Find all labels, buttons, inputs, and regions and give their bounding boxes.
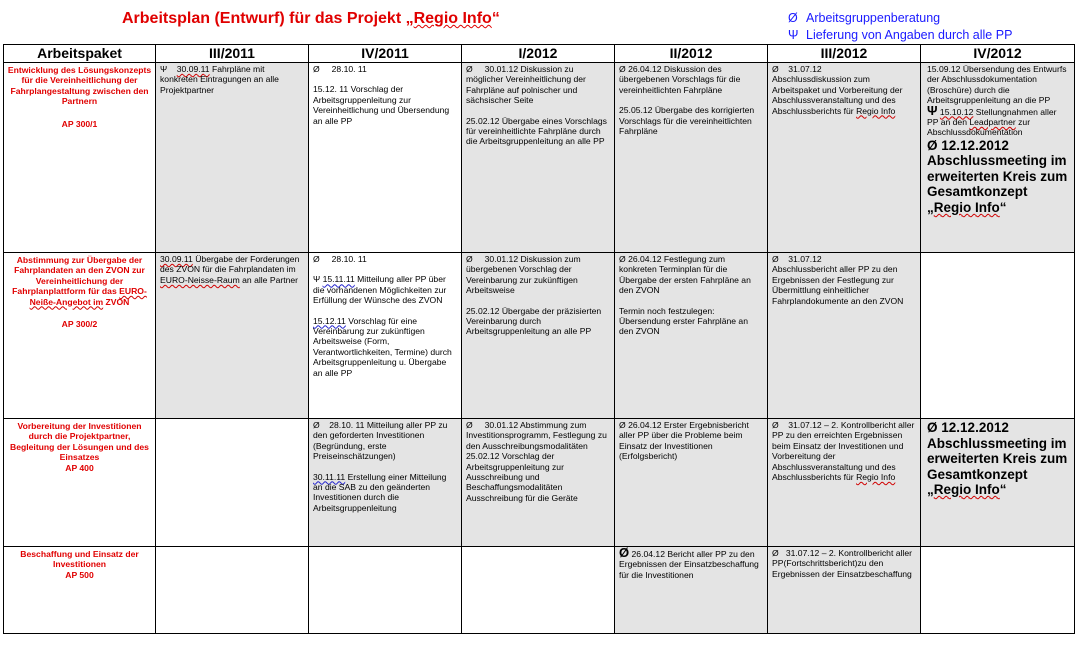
table-row xyxy=(4,63,1075,253)
plan-cell: Ø 31.07.12 Abschlussbericht aller PP zu den Ergebnissen der Festlegung zur Übermittlung einheitlicher Fahrplandokumente an den ZVON xyxy=(768,253,921,419)
plan-cell xyxy=(921,419,1075,547)
plan-cell xyxy=(921,547,1075,634)
plan-cell: Ø 30.01.12 Abstimmung zum Investitionsprogramm, Festlegung zu den Ausschreibungsmodalitäten 25.02.12 Vorschlag der Arbeitsgruppenleitung zur Ausschreibung und Beschaffungsmodalitäten Ausschreibung für die Geräte xyxy=(462,419,615,547)
column-header: I/2012 xyxy=(462,45,615,63)
plan-cell xyxy=(309,547,462,634)
plan-cell: Ø 31.07.12 – 2. Kontrollbericht aller PP zu den erreichten Ergebnissen beim Einsatz der Investitionen und Vorbereitung der Abschlussveranstaltung und des Abschlussberichts für Regio Info xyxy=(768,419,921,547)
final-meeting: Ø 12.12.2012 Abschlussmeeting im erweiterten Kreis zum Gesamtkonzept „Regio Info“ xyxy=(927,420,1068,497)
plan-cell: Ø 31.07.12 – 2. Kontrollbericht aller PP(Fortschrittsbericht)zu den Ergebnissen der Einsatzbeschaffung xyxy=(768,547,921,634)
column-header: IV/2011 xyxy=(309,45,462,63)
plan-cell xyxy=(462,547,615,634)
plan-cell: 15.09.12 Übersendung des Entwurfs der Abschlussdokumentation (Broschüre) durch die Arbeitsgruppenleitung an die PP Ψ 15.10.12 Stellungnahmen aller PP an den Leadpartner zur Abschlussdokumentation Ø 12.12.2012 Abschlussmeeting im erweiterten Kreis zum Gesamtkonzept „Regio Info“ xyxy=(921,63,1075,253)
final-meeting: Ø 12.12.2012 Abschlussmeeting im erweiterten Kreis zum Gesamtkonzept „Regio Info“ xyxy=(927,137,1068,215)
plan-cell: Ø 26.04.12 Diskussion des übergebenen Vorschlags für die vereinheitlichten Fahrpläne 25.05.12 Übergabe des korrigierten Vorschlags für die vereinheitlichten Fahrpläne xyxy=(615,63,768,253)
plan-cell: Ø 28.10. 11 15.12. 11 Vorschlag der Arbeitsgruppenleitung zur Vereinheitlichung und Übersendung an alle PP xyxy=(309,63,462,253)
project-name: Regio Info xyxy=(413,10,492,27)
legend-item-meeting: Ø Arbeitsgruppenberatung xyxy=(788,11,941,25)
work-plan-table xyxy=(3,44,1075,634)
work-package-cell: Entwicklung des Lösungskonzepts für die Vereinheitlichung der Fahrplangestaltung zwischen den Partnern AP 300/1 xyxy=(4,63,156,253)
plan-cell: Ø 31.07.12 Abschlussdiskussion zum Arbeitspaket und Vorbereitung der Abschlussveranstaltung und des Abschlussberichts für Regio Info xyxy=(768,63,921,253)
plan-cell: 30.09.11 Übergabe der Forderungen des ZVON für die Fahrplandaten im EURO-Neisse-Raum an alle Partner xyxy=(156,253,309,419)
plan-cell xyxy=(921,253,1075,419)
legend-item-delivery: Ψ Lieferung von Angaben durch alle PP xyxy=(788,28,1013,42)
plan-cell xyxy=(156,419,309,547)
plan-cell: Ψ 30.09.11 Fahrpläne mit konkreten Eintragungen an alle Projektpartner xyxy=(156,63,309,253)
legend xyxy=(788,10,1012,44)
header-row xyxy=(4,45,1075,63)
table-row xyxy=(4,253,1075,419)
delivery-symbol-icon: Ψ xyxy=(788,28,799,42)
plan-cell: Ø 30.01.12 Diskussion zu möglicher Vereinheitlichung der Fahrpläne auf polnischer und sächsischer Seite 25.02.12 Übergabe eines Vorschlags für vereinheitlichte Fahrpläne durch die Arbeitsgruppenleitung an alle PP xyxy=(462,63,615,253)
work-package-cell: Beschaffung und Einsatz der Investitionen AP 500 xyxy=(4,547,156,634)
column-header: II/2012 xyxy=(615,45,768,63)
plan-cell: Ø 26.04.12 Bericht aller PP zu den Ergebnissen der Einsatzbeschaffung für die Investitionen xyxy=(615,547,768,634)
column-header: IV/2012 xyxy=(921,45,1075,63)
plan-cell: Ø 30.01.12 Diskussion zum übergebenen Vorschlag der Vereinbarung zur zukünftigen Arbeitsweise 25.02.12 Übergabe der präzisierten Vereinbarung durch Arbeitsgruppenleitung an alle PP xyxy=(462,253,615,419)
meeting-symbol-icon: Ø xyxy=(788,11,798,25)
plan-cell: Ø 28.10. 11 Mitteilung aller PP zu den geforderten Investitionen (Begründung, erste Preiseinschätzungen) 30.11.11 Erstellung einer Mitteilung an die SAB zu den geänderten Investitionen durch die Arbeitsgruppenleitung xyxy=(309,419,462,547)
table-row xyxy=(4,547,1075,634)
work-package-cell: Abstimmung zur Übergabe der Fahrplandaten an den ZVON zur Vereinheitlichung der Fahrplanplattform für das EURO-Neiße-Angebot im ZVON AP 300/2 xyxy=(4,253,156,419)
column-header: III/2011 xyxy=(156,45,309,63)
column-header: Arbeitspaket xyxy=(4,45,156,63)
document-title: Arbeitsplan (Entwurf) für das Projekt „Regio Info“ xyxy=(122,10,500,27)
plan-cell: Ø 26.04.12 Erster Ergebnisbericht aller PP über die Probleme beim Einsatz der Investitionen (Erfolgsbericht) xyxy=(615,419,768,547)
column-header: III/2012 xyxy=(768,45,921,63)
plan-cell xyxy=(156,547,309,634)
work-package-cell: Vorbereitung der Investitionen durch die Projektpartner, Begleitung der Lösungen und des Einsatzes AP 400 xyxy=(4,419,156,547)
table-row xyxy=(4,419,1075,547)
plan-cell: Ø 28.10. 11 Ψ 15.11.11 Mitteilung aller PP über die vorhandenen Möglichkeiten zur Erfüllung der Wünsche des ZVON 15.12.11 Vorschlag für eine Vereinbarung zur zukünftigen Arbeitsweise (Form, Verantwortlichkeiten, Termine) durch Arbeitsgruppenleitung u. Übergabe an alle PP xyxy=(309,253,462,419)
plan-cell: Ø 26.04.12 Festlegung zum konkreten Terminplan für die Übergabe der ersten Fahrpläne an den ZVON Termin noch festzulegen: Übersendung erster Fahrpläne an den ZVON xyxy=(615,253,768,419)
